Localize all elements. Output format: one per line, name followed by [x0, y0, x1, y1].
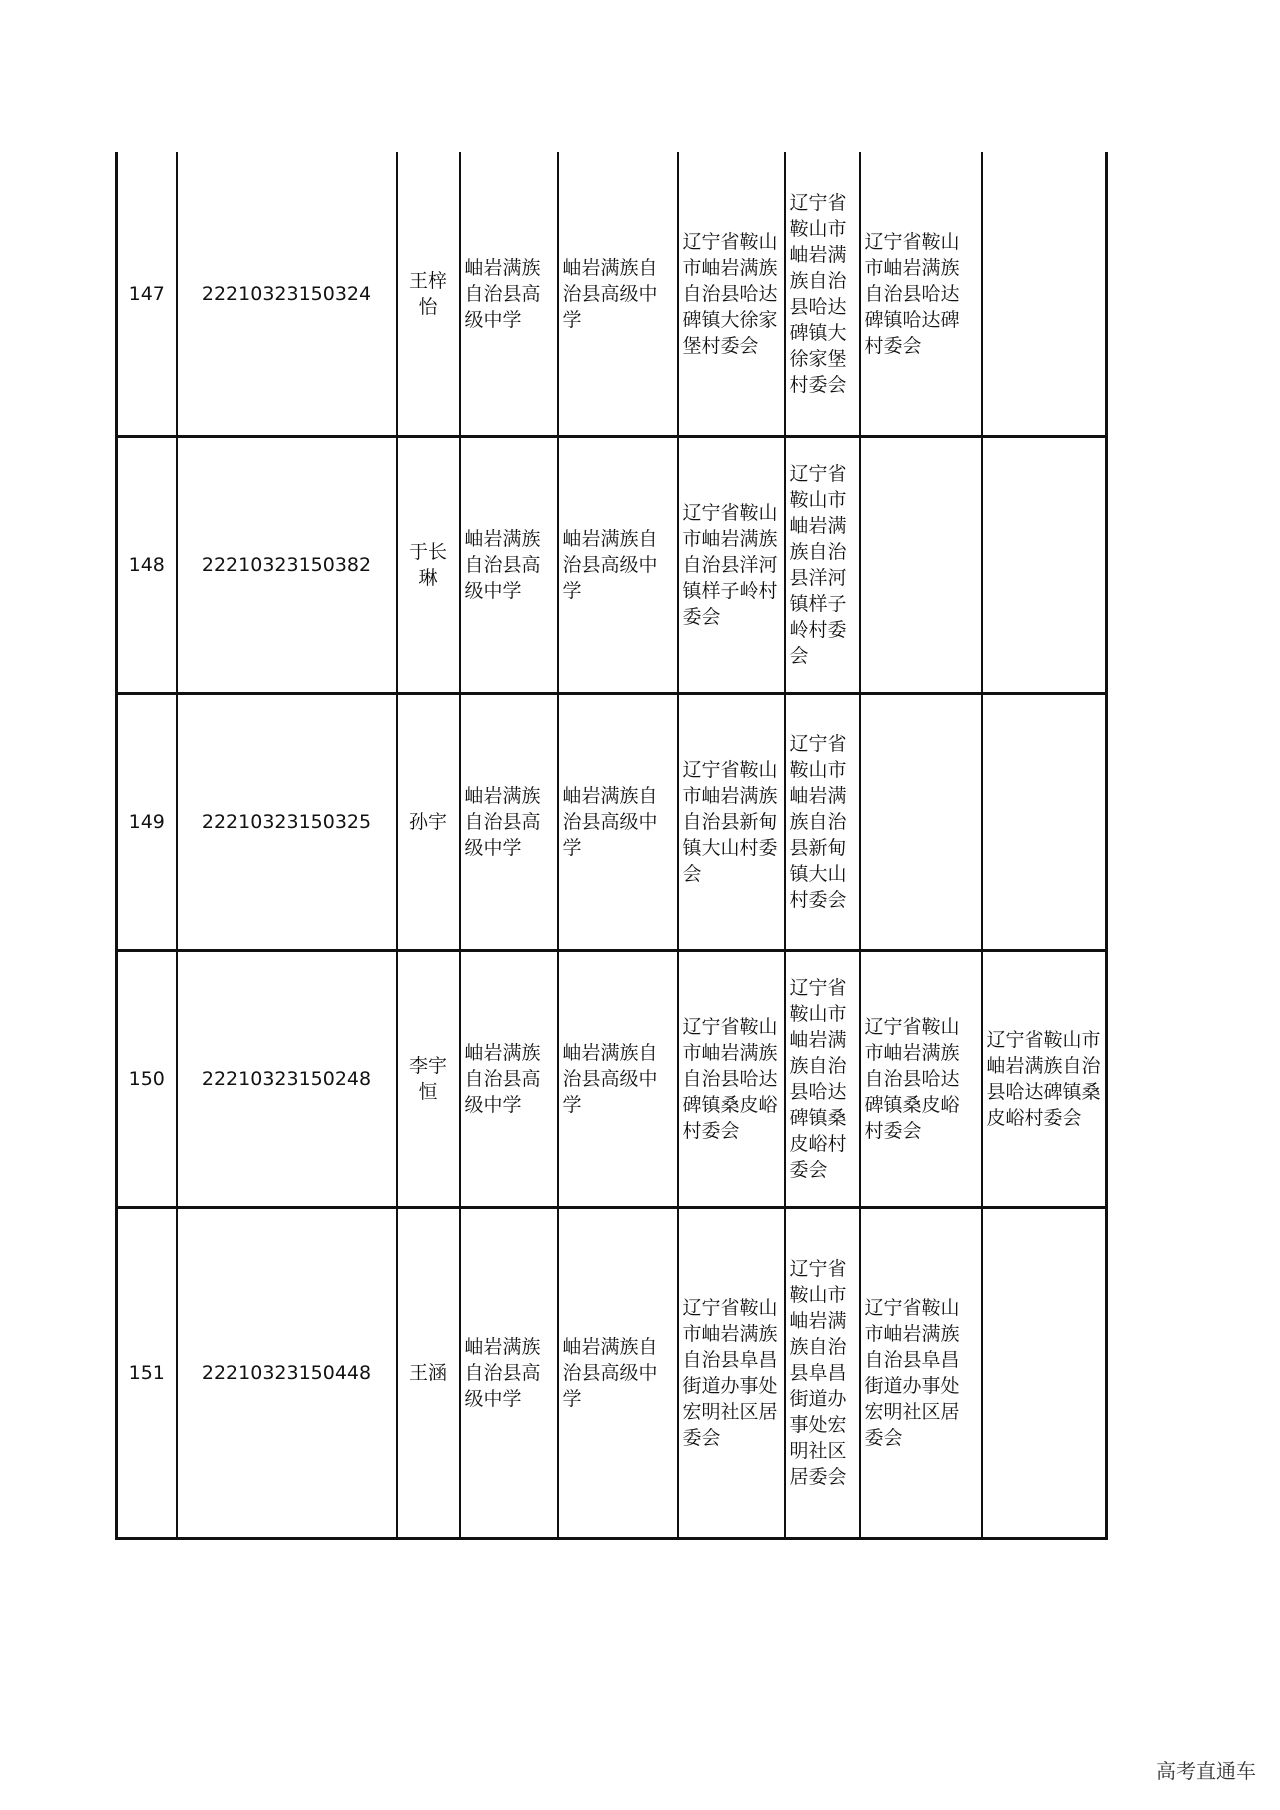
school-cell: 岫岩满族自治县高级中学: [558, 152, 678, 437]
address-cell: 辽宁省鞍山市岫岩满族自治县哈达碑镇桑皮峪村委会: [982, 951, 1107, 1208]
address-cell: [860, 437, 982, 694]
address-cell: 辽宁省鞍山市岫岩满族自治县洋河镇样子岭村委会: [678, 437, 785, 694]
row-number: 147: [117, 152, 177, 437]
table-row: [117, 951, 1107, 1208]
address-cell: 辽宁省鞍山市岫岩满族自治县阜昌街道办事处宏明社区居委会: [785, 1208, 860, 1539]
row-number: 148: [117, 437, 177, 694]
exam-id: 22210323150324: [177, 152, 397, 437]
student-name: 李宇恒: [397, 951, 460, 1208]
address-cell: [982, 1208, 1107, 1539]
address-cell: 辽宁省鞍山市岫岩满族自治县洋河镇样子岭村委会: [785, 437, 860, 694]
address-cell: 辽宁省鞍山市岫岩满族自治县哈达碑镇桑皮峪村委会: [785, 951, 860, 1208]
address-cell: [860, 694, 982, 951]
table-row: [117, 437, 1107, 694]
school-cell: 岫岩满族自治县高级中学: [460, 1208, 558, 1539]
school-cell: 岫岩满族自治县高级中学: [558, 694, 678, 951]
address-cell: 辽宁省鞍山市岫岩满族自治县哈达碑镇大徐家堡村委会: [678, 152, 785, 437]
school-cell: 岫岩满族自治县高级中学: [460, 694, 558, 951]
school-cell: 岫岩满族自治县高级中学: [460, 951, 558, 1208]
address-cell: 辽宁省鞍山市岫岩满族自治县哈达碑镇大徐家堡村委会: [785, 152, 860, 437]
watermark-text: 高考直通车: [1156, 1759, 1256, 1783]
exam-id: 22210323150382: [177, 437, 397, 694]
address-cell: [982, 152, 1107, 437]
exam-id: 22210323150248: [177, 951, 397, 1208]
student-name: 王涵: [397, 1208, 460, 1539]
row-number: 151: [117, 1208, 177, 1539]
address-cell: 辽宁省鞍山市岫岩满族自治县新甸镇大山村委会: [785, 694, 860, 951]
table-row: [117, 152, 1107, 437]
address-cell: [982, 694, 1107, 951]
address-cell: 辽宁省鞍山市岫岩满族自治县阜昌街道办事处宏明社区居委会: [860, 1208, 982, 1539]
table-row: [117, 1208, 1107, 1539]
row-number: 150: [117, 951, 177, 1208]
school-cell: 岫岩满族自治县高级中学: [558, 1208, 678, 1539]
address-cell: 辽宁省鞍山市岫岩满族自治县哈达碑镇哈达碑村委会: [860, 152, 982, 437]
address-cell: 辽宁省鞍山市岫岩满族自治县新甸镇大山村委会: [678, 694, 785, 951]
table-row: [117, 694, 1107, 951]
address-cell: 辽宁省鞍山市岫岩满族自治县哈达碑镇桑皮峪村委会: [678, 951, 785, 1208]
exam-id: 22210323150448: [177, 1208, 397, 1539]
student-name: 孙宇: [397, 694, 460, 951]
roster-table: [115, 152, 1108, 1540]
school-cell: 岫岩满族自治县高级中学: [558, 437, 678, 694]
school-cell: 岫岩满族自治县高级中学: [558, 951, 678, 1208]
school-cell: 岫岩满族自治县高级中学: [460, 437, 558, 694]
address-cell: 辽宁省鞍山市岫岩满族自治县哈达碑镇桑皮峪村委会: [860, 951, 982, 1208]
row-number: 149: [117, 694, 177, 951]
student-name: 于长琳: [397, 437, 460, 694]
address-cell: [982, 437, 1107, 694]
address-cell: 辽宁省鞍山市岫岩满族自治县阜昌街道办事处宏明社区居委会: [678, 1208, 785, 1539]
exam-id: 22210323150325: [177, 694, 397, 951]
school-cell: 岫岩满族自治县高级中学: [460, 152, 558, 437]
student-name: 王梓怡: [397, 152, 460, 437]
